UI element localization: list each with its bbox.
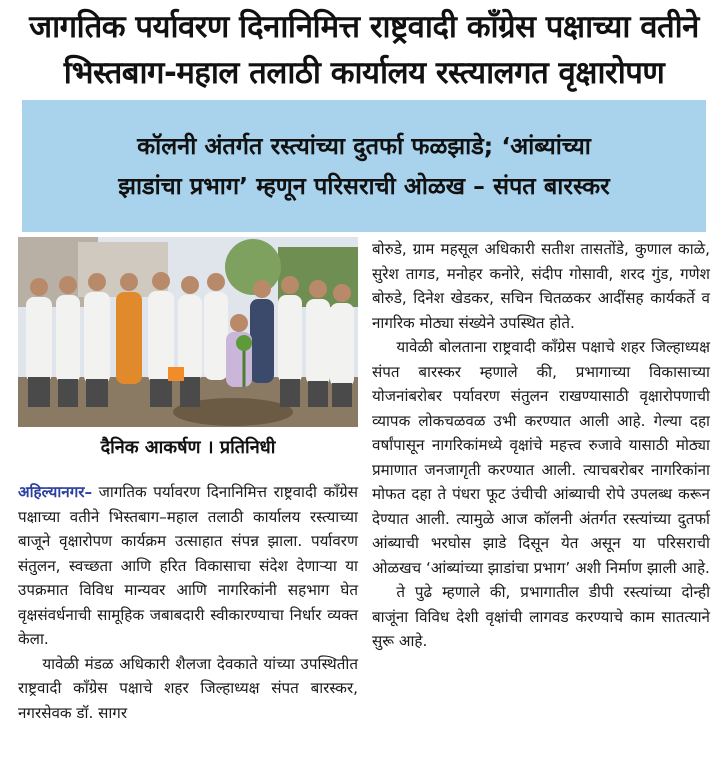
headline: [0, 4, 728, 96]
article-paragraph-2: यावेळी मंडळ अधिकारी शैलजा देवकाते यांच्या उपस्थितीत राष्ट्रवादी काँग्रेस पक्षाचे शहर जिल्हाध्यक्ष संपत बारस्कर, नगरसेवक डॉ. सागर: [18, 654, 358, 722]
article-paragraph-1-text: जागतिक पर्यावरण दिनानिमित्त राष्ट्रवादी काँग्रेस पक्षाच्या वतीने भिस्तबाग–महाल तलाठी कार्यालय रस्त्याच्या बाजूने वृक्षारोपण कार्यक्रम उत्साहात संपन्न झाला. पर्यावरण संतुलन, स्वच्छता आणि हरित विकासाचा संदेश देणाऱ्या या उपक्रमात विविध मान्यवर आणि नागरिकांनी सहभाग घेत वृक्षसंवर्धनाची सामूहिक जबाबदारी स्वीकारण्याचा निर्धार व्यक्त केला.: [18, 483, 358, 648]
subheadline-line-2: झाडांचा प्रभाग’ म्हणून परिसराची ओळख – संपत बारस्कर: [118, 172, 610, 200]
tree-plantation-photo: [18, 237, 358, 427]
subheadline-line-1: कॉलनी अंतर्गत रस्त्यांच्या दुतर्फा फळझाडे; ‘आंब्यांच्या: [137, 132, 591, 160]
byline: दैनिक आकर्षण । प्रतिनिधी: [100, 437, 276, 458]
headline-line-1: जागतिक पर्यावरण दिनानिमित्त राष्ट्रवादी काँग्रेस पक्षाच्या वतीने: [29, 9, 699, 45]
article-paragraph-2-continued: बोरुडे, ग्राम महसूल अधिकारी सतीश तासतोंडे, कुणाल काळे, सुरेश तागड, मनोहर कनोरे, संदीप गोसावी, शरद गुंड, गणेश बोरुडे, दिनेश खेडकर, सचिन चितळकर आदींसह कार्यकर्ते व नागरिक मोठ्या संख्येने उपस्थित होते.: [372, 240, 710, 332]
article-paragraph-4: ते पुढे म्हणाले की, प्रभागातील डीपी रस्त्यांच्या दोन्ही बाजूंना विविध देशी वृक्षांची लागवड करण्याचे काम सातत्याने सुरू आहे.: [372, 583, 710, 650]
dateline: अहिल्यानगर–: [18, 483, 93, 501]
subheadline-box: [22, 100, 706, 232]
article-column-left: [18, 480, 358, 725]
headline-line-2: भिस्तबाग-महाल तलाठी कार्यालय रस्त्यालगत वृक्षारोपण: [63, 55, 665, 91]
news-photo: [18, 237, 358, 427]
article-column-right: [372, 237, 710, 654]
article-paragraph-1: [18, 480, 358, 652]
article-paragraph-3: यावेळी बोलताना राष्ट्रवादी काँग्रेस पक्षाचे शहर जिल्हाध्यक्ष संपत बारस्कर म्हणाले की, प्रभागाच्या विकासाच्या योजनांबरोबर पर्यावरण संतुलन राखण्यासाठी वृक्षारोपणाची व्यापक लोकचळवळ उभी करण्यात आली आहे. गेल्या दहा वर्षांपासून नागरिकांमध्ये वृक्षांचे महत्त्व रुजावे यासाठी मोठ्या प्रमाणात जनजागृती करण्यात आली. त्याचबरोबर नागरिकांना मोफत दहा ते पंधरा फूट उंचीची आंब्याची रोपे उपलब्ध करून देण्यात आली. त्यामुळे आज कॉलनी अंतर्गत रस्त्यांच्या दुतर्फा आंब्याची भरघोस झाडे दिसून येत असून या परिसराची ओळखच ‘आंब्यांच्या झाडांचा प्रभाग’ अशी निर्माण झाली आहे.: [372, 338, 710, 577]
